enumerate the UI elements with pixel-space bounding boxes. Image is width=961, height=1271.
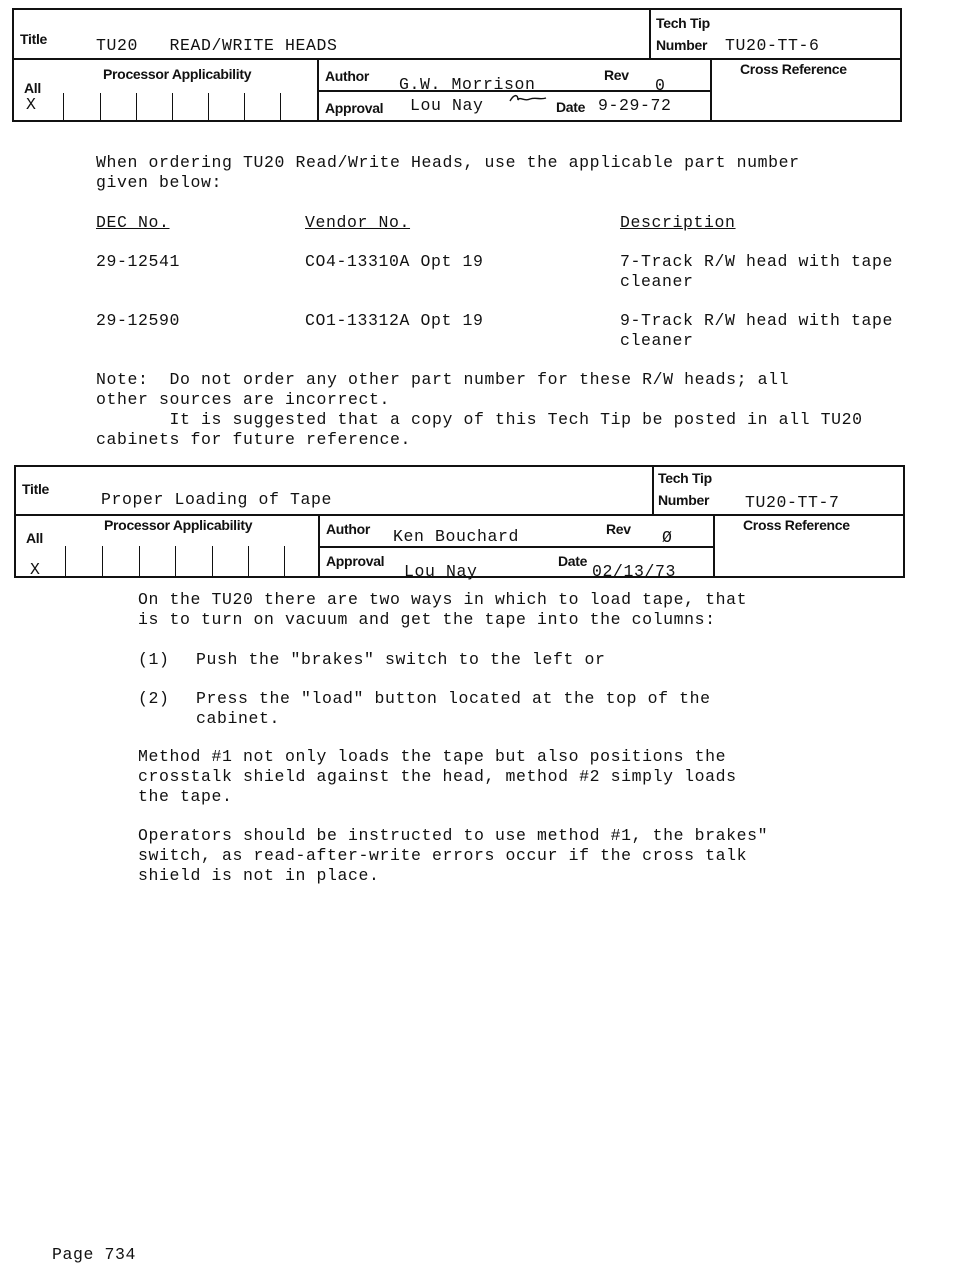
- vendor-number: CO4-13310A Opt 19: [305, 252, 484, 271]
- all-label: All: [26, 530, 43, 546]
- description: 7-Track R/W head with tape cleaner: [620, 252, 894, 291]
- tick: [248, 546, 249, 578]
- title-value: TU20 READ/WRITE HEADS: [96, 36, 338, 55]
- author-value: G.W. Morrison: [399, 75, 536, 94]
- date-label: Date: [558, 553, 588, 569]
- tick: [63, 93, 64, 122]
- tick: [136, 93, 137, 122]
- approval-value: Lou Nay: [410, 96, 484, 115]
- rev-value: Ø: [662, 528, 673, 547]
- approval-label: Approval: [326, 553, 385, 569]
- divider: [12, 58, 902, 60]
- rev-label: Rev: [604, 67, 629, 83]
- date-value: 02/13/73: [592, 562, 677, 581]
- rev-label: Rev: [606, 521, 631, 537]
- list-item-number: (1): [138, 650, 170, 669]
- processor-applicability-label: Processor Applicability: [104, 517, 253, 533]
- approval-label: Approval: [325, 100, 384, 116]
- tick: [175, 546, 176, 578]
- author-value: Ken Bouchard: [393, 527, 520, 546]
- paragraph-3: Operators should be instructed to use method #1, the brakes" switch, as read-after-write errors occur if the cross talk shield is not in place.: [138, 826, 769, 885]
- tick: [208, 93, 209, 122]
- approval-value: Lou Nay: [404, 562, 478, 581]
- vendor-number: CO1-13312A Opt 19: [305, 311, 484, 330]
- tick: [100, 93, 101, 122]
- tick: [172, 93, 173, 122]
- all-mark: X: [30, 560, 41, 579]
- tick: [284, 546, 285, 578]
- divider: [652, 465, 654, 515]
- title-value: Proper Loading of Tape: [101, 490, 333, 509]
- list-item: Press the "load" button located at the top of the cabinet.: [196, 689, 711, 728]
- date-value: 9-29-72: [598, 96, 672, 115]
- number-value: TU20-TT-7: [745, 493, 840, 512]
- title-label: Title: [20, 31, 48, 47]
- cross-reference-label: Cross Reference: [743, 517, 850, 533]
- column-header-dec: DEC No.: [96, 213, 170, 232]
- techtip-label: Tech Tip: [658, 470, 712, 486]
- rev-value: 0: [655, 76, 666, 95]
- column-header-description: Description: [620, 213, 736, 232]
- divider: [649, 8, 651, 59]
- author-label: Author: [326, 521, 371, 537]
- paragraph-2: Method #1 not only loads the tape but also positions the crosstalk shield against the head, method #2 simply loads the tape.: [138, 747, 737, 806]
- processor-applicability-label: Processor Applicability: [103, 66, 252, 82]
- all-mark: X: [26, 95, 37, 114]
- divider: [14, 514, 905, 516]
- intro-text: When ordering TU20 Read/Write Heads, use the applicable part number given below:: [96, 153, 800, 192]
- tick: [102, 546, 103, 578]
- tick: [65, 546, 66, 578]
- dec-number: 29-12541: [96, 252, 181, 271]
- author-label: Author: [325, 68, 370, 84]
- note-text: Note: Do not order any other part number for these R/W heads; all other sources are incorrect. It is suggested that a copy of this Tech Tip be posted in all TU20 cabinets for future reference.: [96, 370, 863, 449]
- tick: [244, 93, 245, 122]
- number-value: TU20-TT-6: [725, 36, 820, 55]
- techtip-label: Tech Tip: [656, 15, 710, 31]
- list-item-number: (2): [138, 689, 170, 708]
- description: 9-Track R/W head with tape cleaner: [620, 311, 894, 350]
- column-header-vendor: Vendor No.: [305, 213, 411, 232]
- all-label: All: [24, 80, 41, 96]
- page-number: Page 734: [52, 1245, 137, 1264]
- dec-number: 29-12590: [96, 311, 181, 330]
- paragraph-1: On the TU20 there are two ways in which to load tape, that is to turn on vacuum and get the tape into the columns:: [138, 590, 748, 629]
- cross-reference-label: Cross Reference: [740, 61, 847, 77]
- number-label: Number: [658, 492, 710, 508]
- number-label: Number: [656, 37, 708, 53]
- tick: [280, 93, 281, 122]
- date-label: Date: [556, 99, 586, 115]
- tick: [212, 546, 213, 578]
- tick: [139, 546, 140, 578]
- list-item: Push the "brakes" switch to the left or: [196, 650, 606, 669]
- title-label: Title: [22, 481, 50, 497]
- approval-initials-icon: [508, 92, 548, 106]
